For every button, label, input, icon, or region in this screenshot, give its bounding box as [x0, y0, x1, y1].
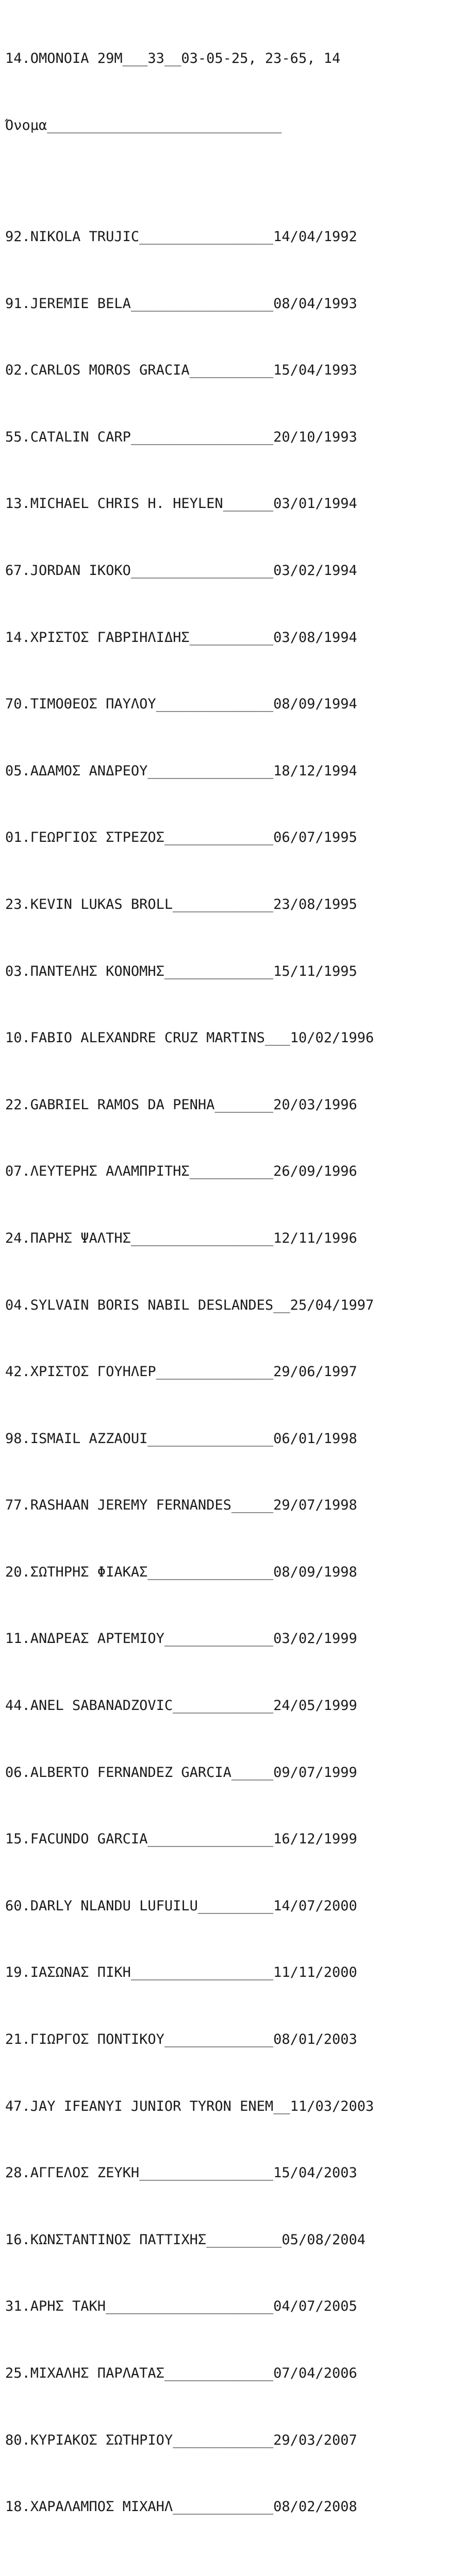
player-row: 13.MICHAEL CHRIS H. HEYLEN______03/01/1994	[5, 496, 357, 512]
player-row: 16.ΚΩΝΣΤΑΝΤΙΝΟΣ ΠΑΤΤΙΧΗΣ_________05/08/2004	[5, 2231, 366, 2248]
player-row: 18.ΧΑΡΑΛΑΜΠΟΣ ΜΙΧΑΗΛ____________08/02/2008	[5, 2499, 357, 2515]
player-row: 03.ΠΑΝΤΕΛΗΣ ΚΟΝΟΜΗΣ_____________15/11/1995	[5, 963, 357, 979]
player-row: 05.ΑΔΑΜΟΣ ΑΝΔΡΕΟΥ_______________18/12/1994	[5, 762, 357, 779]
player-row: 25.ΜΙΧΑΛΗΣ ΠΑΡΛΑΤΑΣ_____________07/04/2006	[5, 2365, 357, 2381]
player-row: 60.DARLY NLANDU LUFUILU_________14/07/2000	[5, 1897, 357, 1914]
column-header-name: Όνομα____________________________	[5, 117, 282, 133]
player-row: 44.ANEL SABANADZOVIC____________24/05/1999	[5, 1698, 357, 1714]
player-row: 92.NIKOLA TRUJIC________________14/04/1992	[5, 229, 357, 245]
player-row: 98.ISMAIL AZZAOUI_______________06/01/1998	[5, 1430, 357, 1447]
team-header-line: 14.OMONOIA 29M___33__03-05-25, 23-65, 14	[5, 50, 341, 67]
player-row: 06.ALBERTO FERNANDEZ GARCIA_____09/07/1999	[5, 1764, 357, 1781]
player-row: 80.ΚΥΡΙΑΚΟΣ ΣΩΤΗΡΙΟΥ____________29/03/2007	[5, 2432, 357, 2448]
player-list	[5, 181, 464, 2563]
player-row: 23.KEVIN LUKAS BROLL____________23/08/1995	[5, 896, 357, 912]
player-row: 21.ΓΙΩΡΓΟΣ ΠΟΝΤΙΚΟΥ_____________08/01/2003	[5, 2031, 357, 2048]
player-row: 22.GABRIEL RAMOS DA PENHA_______20/03/1996	[5, 1096, 357, 1113]
player-row: 14.ΧΡΙΣΤΟΣ ΓΑΒΡΙΗΛΙΔΗΣ__________03/08/1994	[5, 629, 357, 646]
player-row: 42.ΧΡΙΣΤΟΣ ΓΟΥΗΛΕΡ______________29/06/1997	[5, 1364, 357, 1380]
player-row: 28.ΑΓΓΕΛΟΣ ΖΕΥΚΗ________________15/04/2003	[5, 2165, 357, 2181]
player-row: 07.ΛΕΥΤΕΡΗΣ ΑΛΑΜΠΡΙΤΗΣ__________26/09/1996	[5, 1163, 357, 1180]
player-row: 15.FACUNDO GARCIA_______________16/12/1999	[5, 1831, 357, 1848]
player-row: 24.ΠΑΡΗΣ ΨΑΛΤΗΣ_________________12/11/1996	[5, 1230, 357, 1246]
player-row: 04.SYLVAIN BORIS NABIL DESLANDES__25/04/1997	[5, 1297, 374, 1313]
player-row: 02.CARLOS MOROS GRACIA__________15/04/1993	[5, 362, 357, 379]
player-row: 47.JAY IFEANYI JUNIOR TYRON ENEM__11/03/2003	[5, 2098, 374, 2114]
player-row: 55.CATALIN CARP_________________20/10/1993	[5, 429, 357, 445]
player-row: 10.FABIO ALEXANDRE CRUZ MARTINS___10/02/1996	[5, 1030, 374, 1046]
player-row: 67.JORDAN IKOKO_________________03/02/1994	[5, 562, 357, 579]
player-row: 11.ΑΝΔΡΕΑΣ ΑΡΤΕΜΙΟΥ_____________03/02/1999	[5, 1631, 357, 1647]
player-row: 31.ΑΡΗΣ ΤΑΚΗ____________________04/07/2005	[5, 2298, 357, 2315]
player-row: 70.ΤΙΜΟΘΕΟΣ ΠΑΥΛΟΥ______________08/09/1994	[5, 696, 357, 713]
player-row: 77.RASHAAN JEREMY FERNANDES_____29/07/1998	[5, 1497, 357, 1514]
player-row: 91.JEREMIE BELA_________________08/04/1993	[5, 295, 357, 312]
player-row: 20.ΣΩΤΗΡΗΣ ΦΙΑΚΑΣ_______________08/09/1998	[5, 1564, 357, 1580]
player-row: 19.ΙΑΣΩΝΑΣ ΠΙΚΗ_________________11/11/2000	[5, 1964, 357, 1981]
player-row: 01.ΓΕΩΡΓΙΟΣ ΣΤΡΕΖΟΣ_____________06/07/1995	[5, 829, 357, 846]
